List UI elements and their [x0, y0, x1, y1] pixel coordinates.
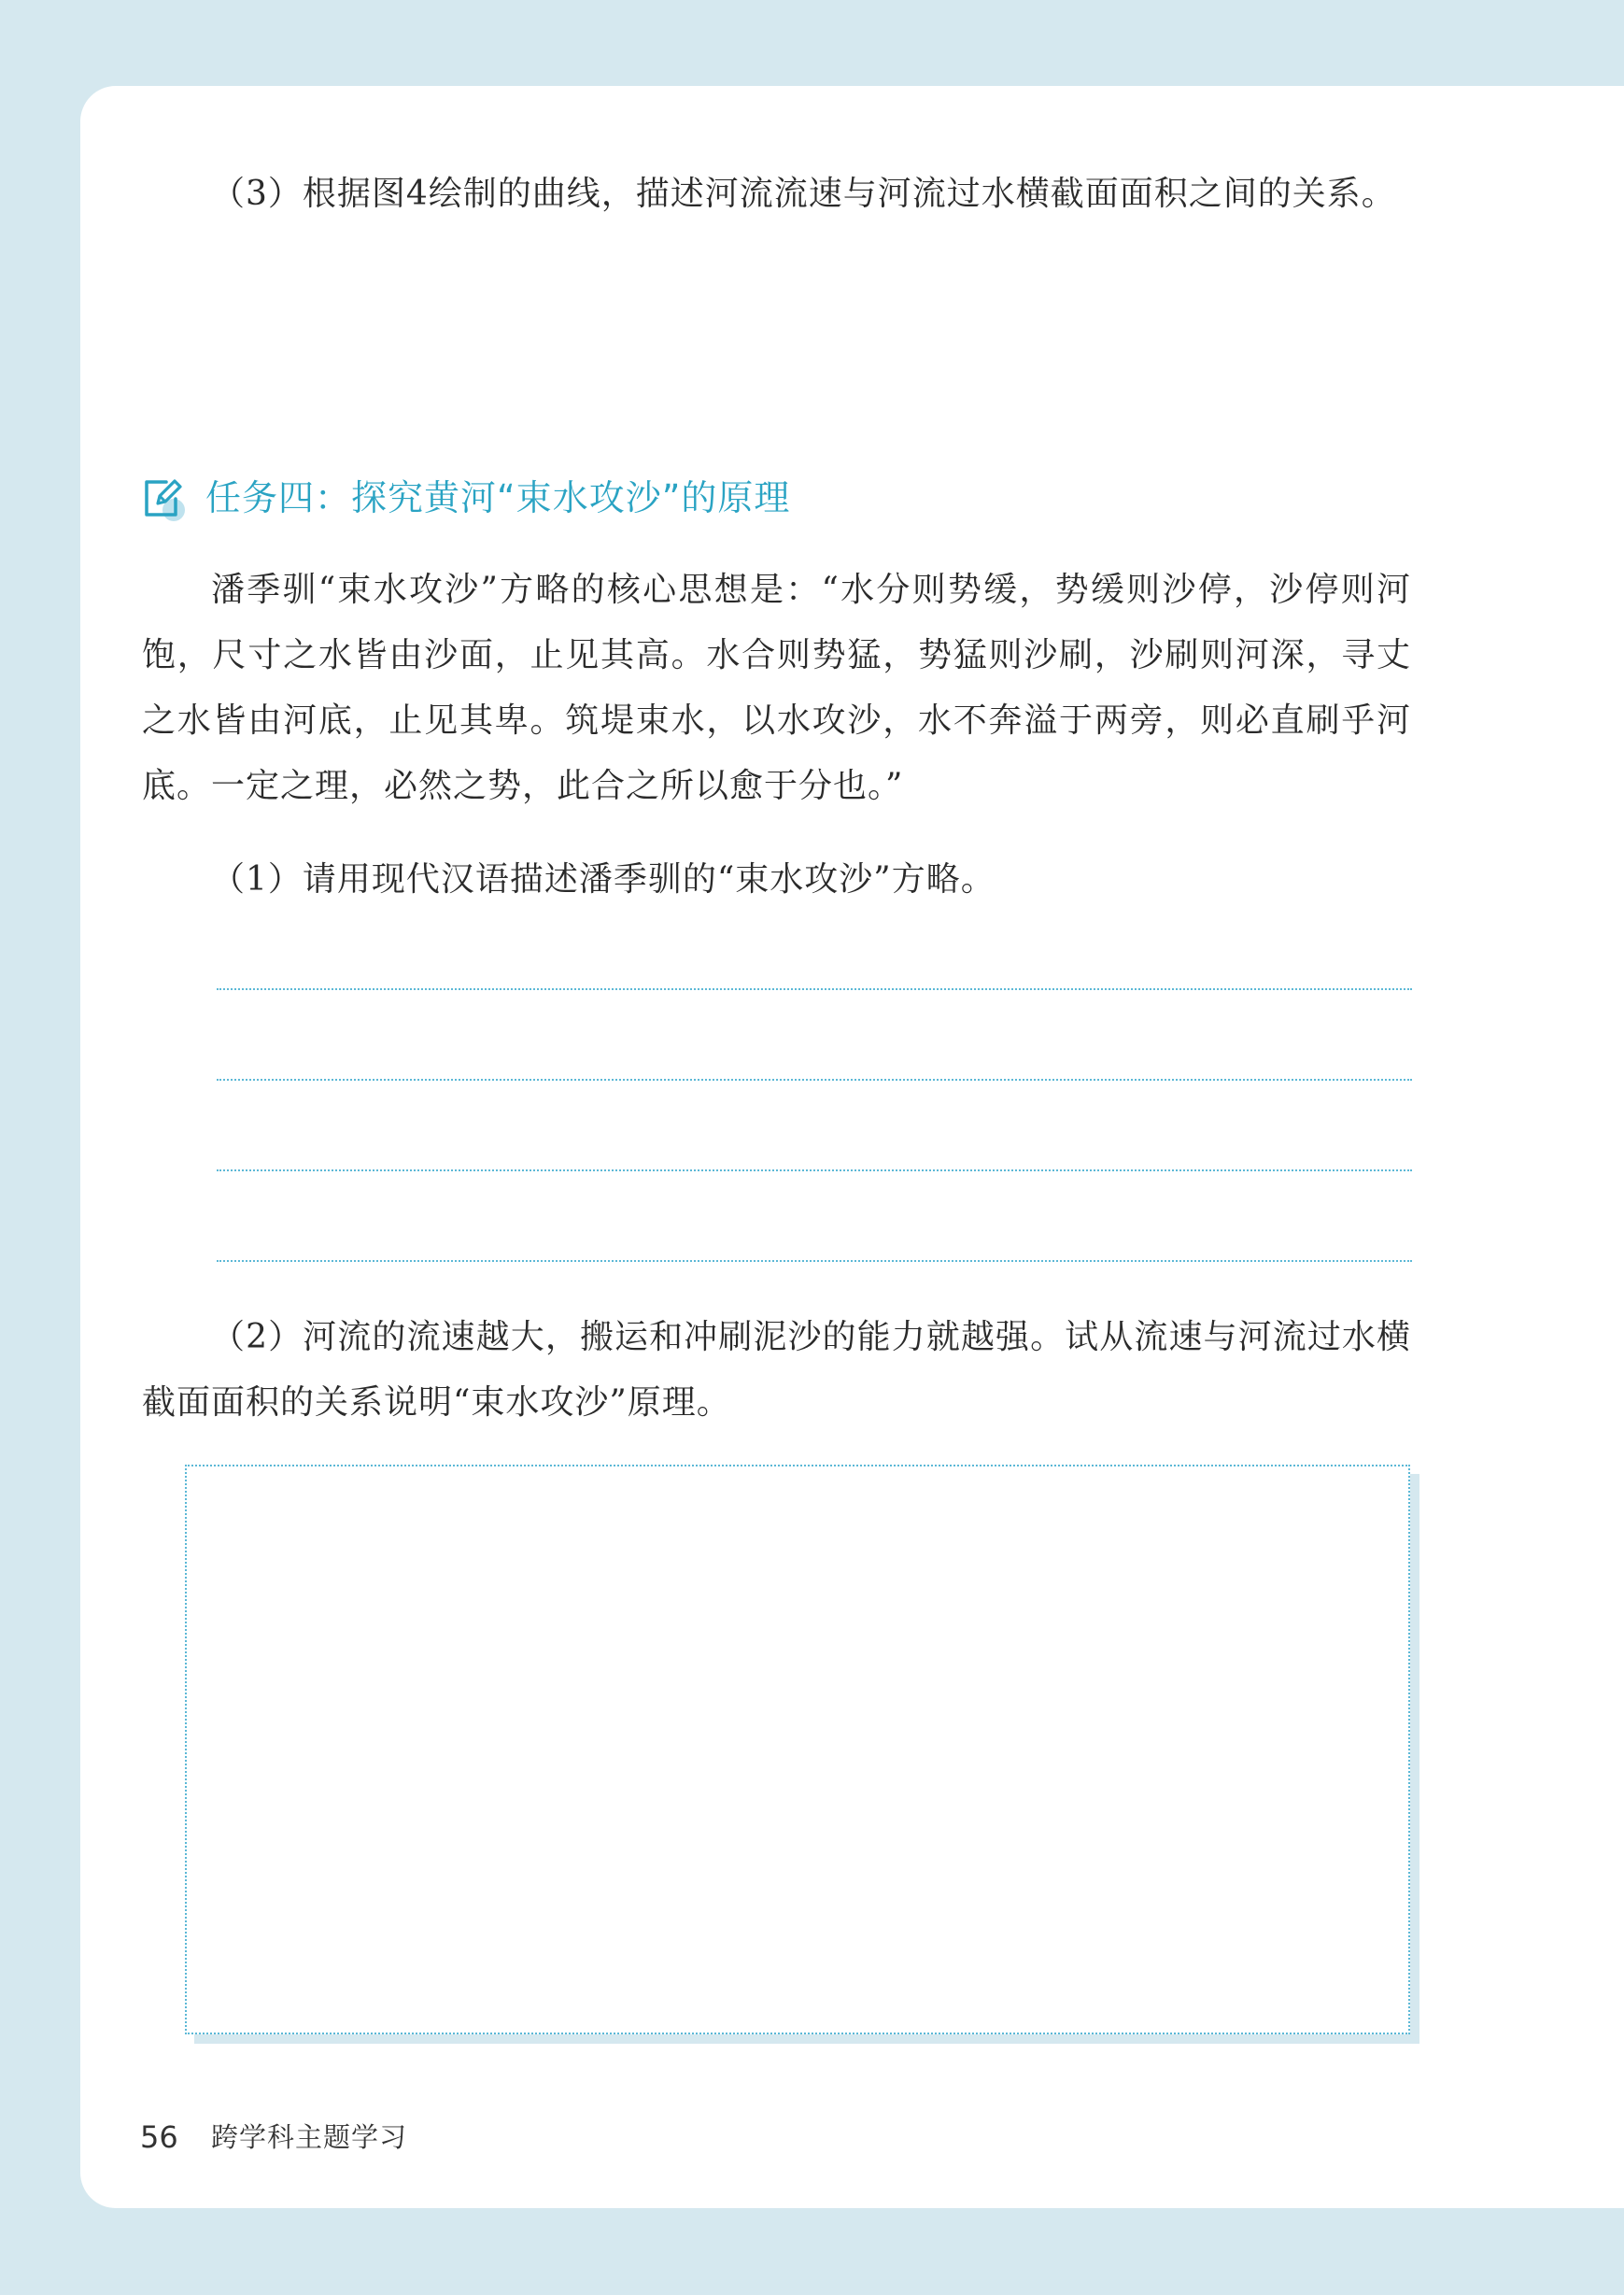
answer-line[interactable]	[217, 988, 1412, 990]
question-2-line-2: 截面面积的关系说明“束水攻沙”原理。	[142, 1383, 731, 1422]
task-four-title: 任务四：探究黄河“束水攻沙”的原理	[205, 477, 791, 518]
page-number: 56	[140, 2119, 178, 2155]
paragraph-line-3: 之水皆由河底，止见其卑。筑堤束水，以水攻沙，水不奔溢于两旁，则必直刷乎河	[142, 701, 1410, 740]
note-pencil-icon	[138, 473, 189, 523]
question-2-line-1: （2）河流的流速越大，搬运和冲刷泥沙的能力就越强。试从流速与河流过水横	[211, 1318, 1410, 1356]
paragraph-line-2: 饱，尺寸之水皆由沙面，止见其高。水合则势猛，势猛则沙刷，沙刷则河深，寻丈	[142, 636, 1410, 674]
question-1-text: （1）请用现代汉语描述潘季驯的“束水攻沙”方略。	[211, 860, 996, 899]
answer-line[interactable]	[217, 1079, 1412, 1081]
book-title: 跨学科主题学习	[211, 2121, 408, 2153]
answer-line[interactable]	[217, 1260, 1412, 1262]
answer-box[interactable]	[185, 1465, 1410, 2034]
paragraph-line-4: 底。一定之理，必然之势，此合之所以愈于分也。”	[142, 767, 904, 805]
question-3-text: （3）根据图4绘制的曲线，描述河流流速与河流过水横截面面积之间的关系。	[211, 175, 1396, 213]
answer-line[interactable]	[217, 1169, 1412, 1171]
paragraph-line-1: 潘季驯“束水攻沙”方略的核心思想是：“水分则势缓，势缓则沙停，沙停则河	[211, 571, 1410, 609]
